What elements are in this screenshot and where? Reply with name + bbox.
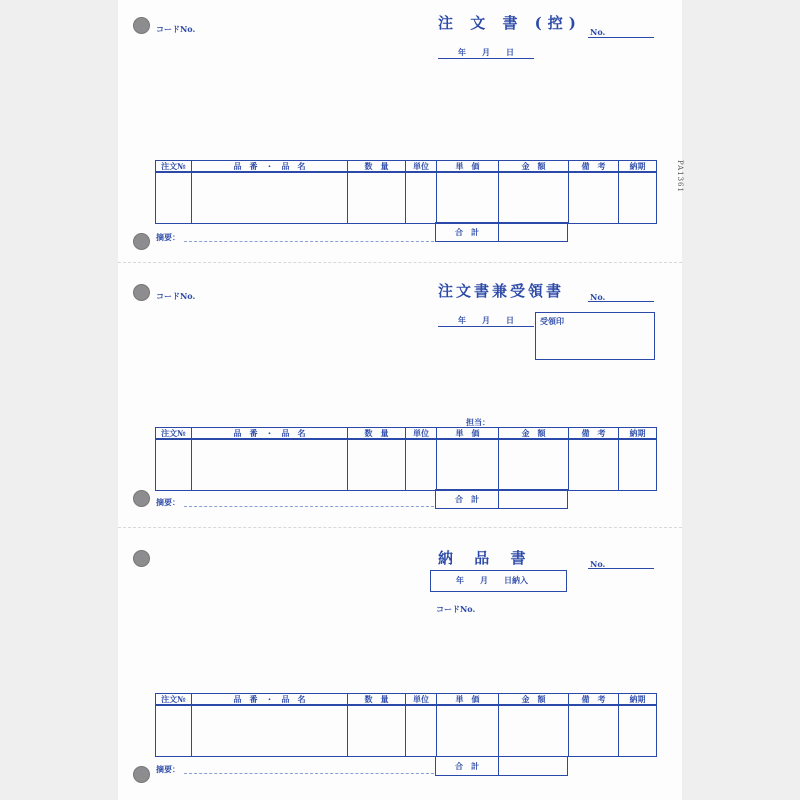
table-cell[interactable] xyxy=(499,172,569,224)
column-header: 備 考 xyxy=(569,694,619,706)
code-label: コードNo. xyxy=(156,291,196,301)
table-cell[interactable] xyxy=(499,705,569,757)
total-label: 合 計 xyxy=(436,490,499,508)
column-header: 単 価 xyxy=(437,694,499,706)
total-field[interactable] xyxy=(499,223,567,241)
stamp-box[interactable] xyxy=(535,312,655,360)
column-header: 品 番 ・ 品 名 xyxy=(192,161,348,173)
table-cell[interactable] xyxy=(406,705,437,757)
no-label: No. xyxy=(590,27,606,37)
table-cell[interactable] xyxy=(569,439,619,491)
column-header: 数 量 xyxy=(348,161,406,173)
perforation-line xyxy=(118,262,682,263)
table-cell[interactable] xyxy=(619,705,657,757)
table-cell[interactable] xyxy=(348,439,406,491)
binder-hole xyxy=(133,233,150,250)
code-label: コードNo. xyxy=(156,24,196,34)
items-table xyxy=(155,427,657,491)
binder-hole xyxy=(133,284,150,301)
no-label: No. xyxy=(590,292,606,302)
no-field[interactable] xyxy=(588,301,654,302)
column-header: 注文№ xyxy=(156,161,192,173)
column-header: 品 番 ・ 品 名 xyxy=(192,428,348,440)
page-title: 注文書兼受領書 xyxy=(438,282,565,300)
delivery-date-box[interactable] xyxy=(430,570,567,592)
column-header: 納期 xyxy=(619,161,657,173)
person-label: 担当： xyxy=(466,417,490,427)
table-cell[interactable] xyxy=(619,172,657,224)
column-header: 数 量 xyxy=(348,428,406,440)
memo-label: 摘要： xyxy=(156,232,180,242)
column-header: 注文№ xyxy=(156,428,192,440)
memo-field[interactable] xyxy=(184,241,434,242)
items-table xyxy=(155,693,657,757)
memo-label: 摘要： xyxy=(156,497,180,507)
date-field[interactable] xyxy=(438,58,534,59)
memo-field[interactable] xyxy=(184,506,434,507)
column-header: 納期 xyxy=(619,694,657,706)
column-header: 単位 xyxy=(406,694,437,706)
column-header: 納期 xyxy=(619,428,657,440)
total-field[interactable] xyxy=(499,757,567,775)
table-cell[interactable] xyxy=(192,172,348,224)
column-header: 注文№ xyxy=(156,694,192,706)
table-cell[interactable] xyxy=(156,172,192,224)
total-box xyxy=(435,756,568,776)
no-field[interactable] xyxy=(588,568,654,569)
binder-hole xyxy=(133,17,150,34)
no-label: No. xyxy=(590,559,606,569)
perforation-line xyxy=(118,527,682,528)
memo-label: 摘要： xyxy=(156,764,180,774)
total-box xyxy=(435,489,568,509)
page-title: 注 文 書 (控) xyxy=(438,14,582,32)
table-cell[interactable] xyxy=(437,172,499,224)
column-header: 金 額 xyxy=(499,694,569,706)
table-cell[interactable] xyxy=(348,705,406,757)
table-cell[interactable] xyxy=(569,705,619,757)
table-cell[interactable] xyxy=(156,705,192,757)
column-header: 金 額 xyxy=(499,428,569,440)
table-cell[interactable] xyxy=(192,705,348,757)
binder-hole xyxy=(133,550,150,567)
stamp-label: 受領印 xyxy=(540,316,564,326)
date-label: 年 月 日 xyxy=(458,315,514,325)
column-header: 単位 xyxy=(406,161,437,173)
date-label: 年 月 日 xyxy=(458,47,514,57)
code-label: コードNo. xyxy=(436,604,476,614)
table-cell[interactable] xyxy=(619,439,657,491)
table-cell[interactable] xyxy=(569,172,619,224)
column-header: 金 額 xyxy=(499,161,569,173)
table-cell[interactable] xyxy=(156,439,192,491)
total-field[interactable] xyxy=(499,490,567,508)
table-cell[interactable] xyxy=(406,172,437,224)
binder-hole xyxy=(133,490,150,507)
table-cell[interactable] xyxy=(192,439,348,491)
items-table xyxy=(155,160,657,224)
column-header: 単 価 xyxy=(437,428,499,440)
column-header: 品 番 ・ 品 名 xyxy=(192,694,348,706)
no-field[interactable] xyxy=(588,37,654,38)
form-sheet xyxy=(118,0,682,800)
date-label: 年 月 日納入 xyxy=(456,575,528,585)
column-header: 単位 xyxy=(406,428,437,440)
table-cell[interactable] xyxy=(437,439,499,491)
table-cell[interactable] xyxy=(499,439,569,491)
table-cell[interactable] xyxy=(406,439,437,491)
total-box xyxy=(435,222,568,242)
page-title: 納 品 書 xyxy=(438,549,534,567)
table-cell[interactable] xyxy=(437,705,499,757)
memo-field[interactable] xyxy=(184,773,434,774)
column-header: 備 考 xyxy=(569,428,619,440)
column-header: 備 考 xyxy=(569,161,619,173)
date-field[interactable] xyxy=(438,326,534,327)
total-label: 合 計 xyxy=(436,757,499,775)
table-cell[interactable] xyxy=(348,172,406,224)
form-code: PA1361 xyxy=(676,160,684,193)
column-header: 単 価 xyxy=(437,161,499,173)
column-header: 数 量 xyxy=(348,694,406,706)
total-label: 合 計 xyxy=(436,223,499,241)
binder-hole xyxy=(133,766,150,783)
